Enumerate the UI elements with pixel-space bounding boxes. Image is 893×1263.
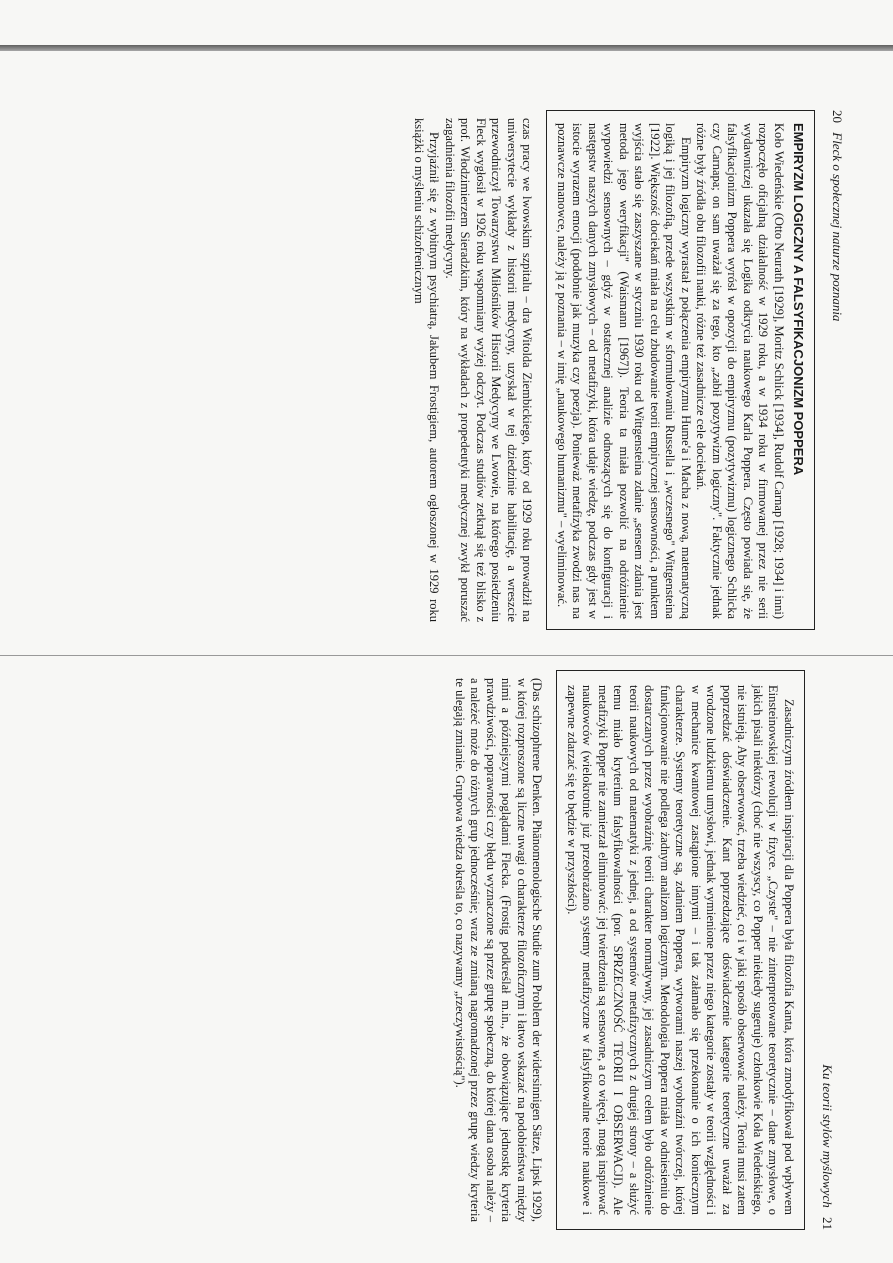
box-paragraph: Empiryzm logiczny wyrastał z połączenia empiryzmu Hume'a i Macha z nową, matematyczną logiką i jej filozofią, przede wszystkim w sformułowaniu Russella i „wczesnego" Wittgensteina [1922]. Większość dociekań miała na celu zbudowanie teorii empirycznej sensowności, a punktem wyjścia stało się zaszyszane w styczniu 1930 roku od Wittgensteina zdanie „sensem zdania jest metoda jego weryfikacji" (Waismann [1967]). Teoria ta miała pozwolić na odróżnienie wypowiedzi sensownych – gdyż w ostatecznej analizie odnoszących się do konfiguracji i następstw naszych danych zmysłowych – od metafizyki, która udaje wiedzę, podczas gdy jest w istocie wyrazem emocji (podobnie jak muzyka czy poezja). Ponieważ metafizyka zwodzi nas na poznawcze manowce, należy ją z poznania – w imię „naukowego humanizmu" – wyeliminować.: [555, 123, 693, 619]
body-paragraph: (Das schizophrene Denken. Phänomenologische Studie zum Problem der widersinnigen Sätze, Lipsk 1929), w której rozproszone są liczne uwagi o charakterze filozoficznym i łatwo wskazać na podobieństwa między nimi a późniejszymi poglądami Flecka. (Frostig podkreślał m.in., że obowiązujące jednostkę kryteria prawdziwości, poprawności czy błędu wyznaczone są przez grupę społeczną, do której dana osoba należy – a należeć może do różnych grup jednocześnie; wraz ze zmianą nagromadzonej przez grupę wiedzy kryteria te ulegają zmianie. Grupowa wiedza określa to, co nazywamy „rzeczywistością").: [453, 678, 545, 1222]
body-text: [411, 110, 535, 630]
body-text: [452, 670, 545, 1230]
sidebar-box: [547, 110, 816, 630]
box-paragraph: Zasadniczym źródłem inspiracji dla Poppera była filozofia Kanta, która zmodyfikował pod wpływem Einsteinowskiej rewolucji w fizyce. „Czyste" – nie zinterpretowane teoretycznie – dane zmysłowe, o jakich pisali niektórzy (choć nie wszyscy, co Popper niekiedy sugeruje) członkowie Koła Wiedeńskiego, nie istnieją. Aby obserwować, trzeba wiedzieć, co i w jaki sposób obserwować należy. Teoria musi zatem poprzedzać doświadczenie. Kant poprzedzające doświadczenie kategorie teoretyczne uważał za wrodzone ludzkiemu umysłowi, jednak wymienione przez niego kategorie zostały w teorii względności i w mechanice kwantowej zastąpione innymi – i tak załamało się przekonanie o ich koniecznym charakterze. Systemy teoretyczne są, zdaniem Poppera, wytworami naszej wyobraźni twórczej, której funkcjonowanie nie podlega żadnym analizom logicznym. Metodologia Poppera miała w odniesieniu do dostarczanych przez wyobraźnię teorii charakter normatywny, jej zasadniczym celem było odróżnienie teorii naukowych od matematyki z jednej, a od systemów metafizycznych z drugiej strony – a służyć temu miało kryterium falsyfikowalności (por. SPRZECZNOŚĆ TEORII I OBSERWACJI). Ale metafizyki Popper nie zamierzał eliminować: jej twierdzenia są sensowne, a co więcej, mogą inspirować naukowców (wielokrotnie już przeobrażano systemy metafizyczne w falsyfikowalne teorie naukowe i zapewne zdarzać się to będzie w przyszłości).: [565, 685, 796, 1215]
page-number: 20: [830, 110, 845, 123]
scan-edge-shadow: [0, 45, 893, 51]
left-page: [85, 110, 845, 630]
right-page: [95, 670, 835, 1230]
running-head-left: [829, 110, 845, 630]
box-paragraph: Koło Wiedeńskie (Otto Neurath [1929], Moritz Schlick [1934], Rudolf Carnap [1928; 1934] i inni) rozpoczęło oficjalną działalność w 1929 roku, a w 1934 roku w firmowanej przez nie serii wydawniczej ukazała się Logika odkrycia naukowego Karla Poppera. Często powiada się, że falsyfikacjonizm Poppera wyrósł w opozycji do empiryzmu (pozytywizmu) logicznego Schlicka czy Carnapa; on sam uważał się za tego, kto „zabił pozytywizm logiczny". Faktycznie jednak różne były źródła obu filozofii nauki, różne też zasadnicze cele dociekań.: [694, 123, 786, 619]
page-fold-line: [0, 655, 893, 656]
box-title: EMPIRYZM LOGICZNY A FALSYFIKACJONIZM POPPERA: [791, 123, 806, 476]
sidebar-box-continued: [557, 670, 806, 1230]
running-head-right: [819, 670, 835, 1230]
page-number: 21: [820, 1217, 835, 1230]
running-head-title: Fleck o społecznej naturze poznania: [830, 132, 845, 322]
body-paragraph: czas pracy we lwowskim szpitalu – dra Witolda Ziembickiego, który od 1929 roku prowadził na uniwersytecie wykłady z historii medycyny, uzyskał w tej dziedzinie habilitację, a wreszcie przewodniczył Towarzystwu Miłośników Historii Medycyny we Lwowie, na którego posiedzeniu Fleck wygłosił w 1926 roku wspomniany wyżej odczyt. Podczas studiów zetknął się też blisko z prof. Włodzimierzem Sieradzkim, który na wykładach z propedeutyki medycznej zwykł poruszać zagadnienia filozofii medycyny.: [443, 118, 535, 622]
running-head-title: Ku teorii stylów myślowych: [820, 1064, 835, 1208]
body-paragraph: Przyjaźnił się z wybitnym psychiatrą, Jakubem Frostigiem, autorem ogłoszonej w 1929 roku książki o myśleniu schizofrenicznym: [412, 118, 442, 622]
